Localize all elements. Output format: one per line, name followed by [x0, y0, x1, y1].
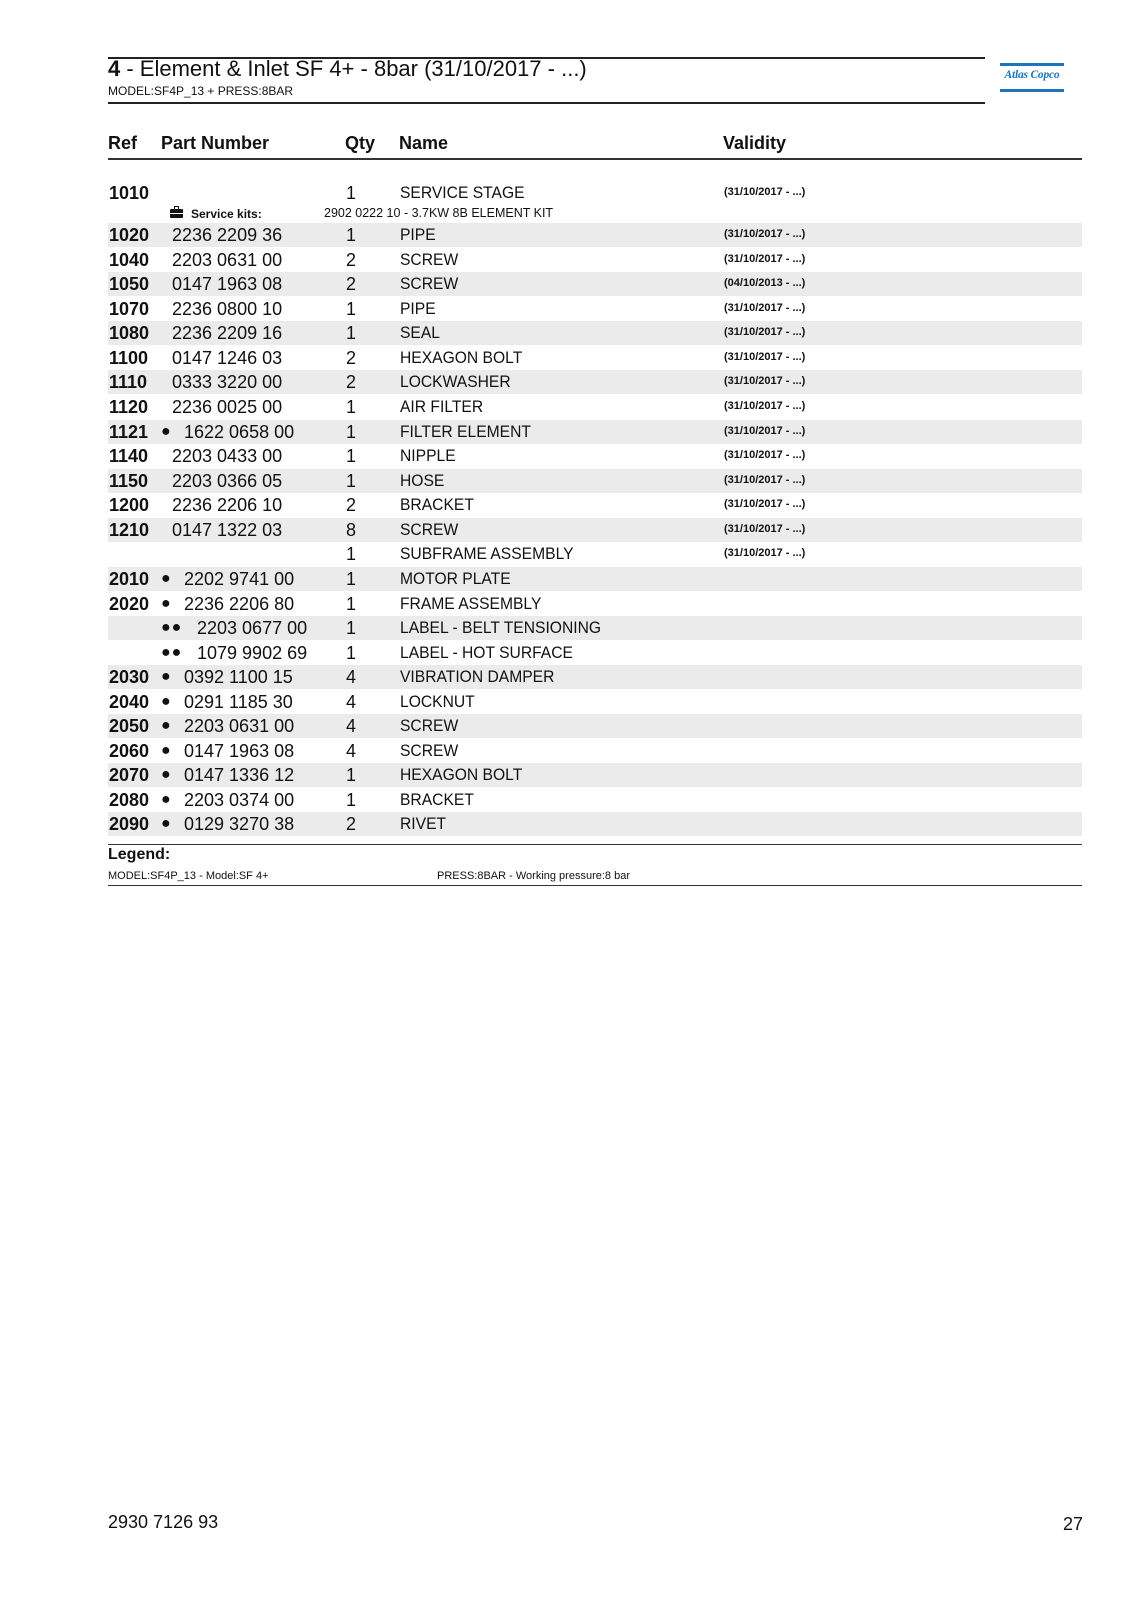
name-cell: RIVET	[400, 814, 447, 833]
part-number-cell: 2236 2206 10	[172, 495, 283, 515]
validity-cell: (31/10/2017 - ...)	[724, 498, 806, 510]
section-title: - Element & Inlet SF 4+ - 8bar (31/10/2017 - ...)	[120, 56, 587, 81]
header-bottom-rule	[108, 102, 985, 104]
name-cell: AIR FILTER	[400, 397, 484, 416]
logo-text: Atlas Copco	[1004, 69, 1060, 81]
table-row	[108, 641, 1082, 665]
table-row	[108, 272, 1082, 296]
qty-cell: 2	[346, 814, 357, 834]
validity-cell: (31/10/2017 - ...)	[724, 186, 806, 198]
qty-cell: 4	[346, 716, 357, 736]
table-row	[108, 616, 1082, 640]
table-row	[108, 763, 1082, 787]
part-number-cell: 2236 2209 36	[172, 225, 283, 245]
table-row	[108, 788, 1082, 812]
col-header-qty: Qty	[345, 133, 376, 153]
qty-cell: 2	[346, 495, 357, 515]
name-cell: HOSE	[400, 471, 445, 490]
qty-cell: 1	[346, 618, 357, 638]
qty-cell: 1	[346, 544, 357, 564]
ref-cell: 2030	[109, 667, 150, 687]
table-row	[108, 444, 1082, 468]
part-number-cell: 0147 1336 12	[184, 765, 295, 785]
part-number-cell: 1079 9902 69	[197, 643, 308, 663]
col-header-part-number: Part Number	[161, 133, 270, 153]
validity-cell: (31/10/2017 - ...)	[724, 302, 806, 314]
ref-cell: 1200	[109, 495, 150, 515]
ref-cell: 1100	[109, 348, 149, 368]
indent-bullet-icon: ●	[161, 668, 172, 685]
name-cell: SERVICE STAGE	[400, 183, 525, 202]
indent-bullet-icon: ●●	[161, 619, 183, 636]
ref-cell: 2080	[109, 790, 150, 810]
ref-cell: 2050	[109, 716, 150, 736]
service-kit-row	[108, 206, 1082, 222]
part-number-cell: 2203 0631 00	[172, 250, 283, 270]
name-cell: LABEL - HOT SURFACE	[400, 643, 573, 662]
name-cell: HEXAGON BOLT	[400, 765, 523, 784]
page-number: 27	[1062, 1514, 1083, 1534]
legend-title: Legend:	[108, 846, 171, 863]
part-number-cell: 0147 1963 08	[184, 741, 295, 761]
part-number-cell: 0392 1100 15	[184, 667, 293, 687]
name-cell: SCREW	[400, 741, 459, 760]
part-number-cell: 2203 0677 00	[197, 618, 308, 638]
toolbox-icon	[170, 209, 183, 218]
name-cell: FRAME ASSEMBLY	[400, 594, 542, 613]
section-number: 4	[108, 56, 121, 81]
qty-cell: 1	[346, 643, 357, 663]
ref-cell: 2070	[109, 765, 150, 785]
validity-cell: (31/10/2017 - ...)	[724, 253, 806, 265]
service-kit-label: Service kits:	[191, 207, 262, 221]
name-cell: SUBFRAME ASSEMBLY	[400, 544, 574, 563]
ref-cell: 1120	[109, 397, 149, 417]
qty-cell: 1	[346, 397, 357, 417]
table-row	[108, 370, 1082, 394]
validity-cell: (31/10/2017 - ...)	[724, 326, 806, 338]
name-cell: FILTER ELEMENT	[400, 422, 531, 441]
name-cell: LABEL - BELT TENSIONING	[400, 618, 602, 637]
indent-bullet-icon: ●	[161, 693, 172, 710]
name-cell: VIBRATION DAMPER	[400, 667, 555, 686]
validity-cell: (31/10/2017 - ...)	[724, 547, 806, 559]
table-row	[108, 420, 1082, 444]
qty-cell: 2	[346, 348, 357, 368]
page-title	[108, 56, 587, 82]
table-row	[108, 493, 1082, 517]
ref-cell: 1020	[109, 225, 150, 245]
table-row	[108, 297, 1082, 321]
ref-cell: 1040	[109, 250, 150, 270]
name-cell: SCREW	[400, 274, 459, 293]
qty-cell: 2	[346, 274, 357, 294]
table-row	[108, 248, 1082, 272]
name-cell: BRACKET	[400, 790, 474, 809]
qty-cell: 1	[346, 569, 357, 589]
table-row	[108, 812, 1082, 836]
table-row	[108, 542, 1082, 566]
qty-cell: 1	[346, 790, 357, 810]
indent-bullet-icon: ●	[161, 717, 172, 734]
legend-item-model: MODEL:SF4P_13 - Model:SF 4+	[108, 870, 269, 882]
table-row	[108, 518, 1082, 542]
col-header-name: Name	[399, 133, 449, 153]
qty-cell: 8	[346, 520, 357, 540]
part-number-cell: 2236 2206 80	[184, 594, 295, 614]
indent-bullet-icon: ●	[161, 595, 172, 612]
qty-cell: 4	[346, 667, 357, 687]
ref-cell: 1150	[109, 471, 149, 491]
service-kit-value: 2902 0222 10 - 3.7KW 8B ELEMENT KIT	[324, 206, 554, 220]
ref-cell: 2010	[109, 569, 150, 589]
validity-cell: (31/10/2017 - ...)	[724, 474, 806, 486]
name-cell: LOCKNUT	[400, 692, 475, 711]
col-header-ref: Ref	[108, 133, 138, 153]
part-number-cell: 2203 0374 00	[184, 790, 295, 810]
name-cell: PIPE	[400, 299, 436, 318]
legend-top-rule	[108, 844, 1082, 845]
table-row	[108, 567, 1082, 591]
part-number-cell: 0291 1185 30	[184, 692, 293, 712]
name-cell: SCREW	[400, 716, 459, 735]
table-row	[108, 321, 1082, 345]
part-number-cell: 0147 1322 03	[172, 520, 283, 540]
part-number-cell: 0147 1963 08	[172, 274, 283, 294]
part-number-cell: 2202 9741 00	[184, 569, 295, 589]
table-row	[108, 690, 1082, 714]
part-number-cell: 2236 2209 16	[172, 323, 283, 343]
indent-bullet-icon: ●	[161, 742, 172, 759]
validity-cell: (31/10/2017 - ...)	[724, 375, 806, 387]
part-number-cell: 0147 1246 03	[172, 348, 283, 368]
ref-cell: 1110	[109, 372, 148, 392]
document-number: 2930 7126 93	[108, 1512, 219, 1532]
indent-bullet-icon: ●	[161, 791, 172, 808]
legend-bottom-rule	[108, 885, 1082, 886]
qty-cell: 2	[346, 250, 357, 270]
validity-cell: (31/10/2017 - ...)	[724, 400, 806, 412]
qty-cell: 1	[346, 446, 357, 466]
table-row	[108, 665, 1082, 689]
qty-cell: 4	[346, 741, 357, 761]
part-number-cell: 2203 0366 05	[172, 471, 283, 491]
logo-bottom-bar	[1000, 89, 1064, 92]
name-cell: NIPPLE	[400, 446, 456, 465]
ref-cell: 2040	[109, 692, 150, 712]
indent-bullet-icon: ●	[161, 570, 172, 587]
ref-cell: 1140	[109, 446, 149, 466]
validity-cell: (31/10/2017 - ...)	[724, 523, 806, 535]
qty-cell: 2	[346, 372, 357, 392]
indent-bullet-icon: ●	[161, 766, 172, 783]
table-row	[108, 592, 1082, 616]
table-row	[108, 739, 1082, 763]
part-number-cell: 0333 3220 00	[172, 372, 283, 392]
ref-cell: 1070	[109, 299, 150, 319]
qty-cell: 1	[346, 183, 357, 203]
validity-cell: (31/10/2017 - ...)	[724, 351, 806, 363]
ref-cell: 2090	[109, 814, 150, 834]
qty-cell: 1	[346, 765, 357, 785]
col-header-validity: Validity	[723, 133, 787, 153]
legend-item-pressure: PRESS:8BAR - Working pressure:8 bar	[437, 870, 630, 882]
name-cell: BRACKET	[400, 495, 474, 514]
table-row	[108, 469, 1082, 493]
ref-cell: 1010	[109, 183, 150, 203]
indent-bullet-icon: ●	[161, 423, 172, 440]
validity-cell: (31/10/2017 - ...)	[724, 449, 806, 461]
qty-cell: 1	[346, 225, 357, 245]
part-number-cell: 2203 0433 00	[172, 446, 283, 466]
validity-cell: (31/10/2017 - ...)	[724, 228, 806, 240]
validity-cell: (04/10/2013 - ...)	[724, 277, 806, 289]
name-cell: HEXAGON BOLT	[400, 348, 523, 367]
part-number-cell: 2203 0631 00	[184, 716, 295, 736]
table-row	[108, 714, 1082, 738]
table-row	[108, 346, 1082, 370]
part-number-cell: 1622 0658 00	[184, 422, 295, 442]
qty-cell: 1	[346, 299, 357, 319]
ref-cell: 1080	[109, 323, 150, 343]
name-cell: SCREW	[400, 520, 459, 539]
ref-cell: 1121	[109, 422, 149, 442]
name-cell: LOCKWASHER	[400, 372, 511, 391]
indent-bullet-icon: ●	[161, 815, 172, 832]
part-number-cell: 2236 0025 00	[172, 397, 283, 417]
ref-cell: 2020	[109, 594, 150, 614]
table-row	[108, 181, 1082, 205]
name-cell: SCREW	[400, 250, 459, 269]
atlas-copco-logo	[1000, 63, 1064, 94]
part-number-cell: 0129 3270 38	[184, 814, 295, 834]
page-subtitle: MODEL:SF4P_13 + PRESS:8BAR	[108, 84, 294, 98]
logo-top-bar	[1000, 63, 1064, 66]
indent-bullet-icon: ●●	[161, 644, 183, 661]
part-number-cell: 2236 0800 10	[172, 299, 283, 319]
ref-cell: 2060	[109, 741, 150, 761]
ref-cell: 1210	[109, 520, 150, 540]
table-row	[108, 395, 1082, 419]
name-cell: PIPE	[400, 225, 436, 244]
table-row	[108, 223, 1082, 247]
name-cell: MOTOR PLATE	[400, 569, 511, 588]
validity-cell: (31/10/2017 - ...)	[724, 425, 806, 437]
ref-cell: 1050	[109, 274, 150, 294]
qty-cell: 1	[346, 422, 357, 442]
name-cell: SEAL	[400, 323, 441, 342]
qty-cell: 1	[346, 323, 357, 343]
qty-cell: 1	[346, 594, 357, 614]
table-header-rule	[108, 158, 1082, 160]
qty-cell: 1	[346, 471, 357, 491]
qty-cell: 4	[346, 692, 357, 712]
